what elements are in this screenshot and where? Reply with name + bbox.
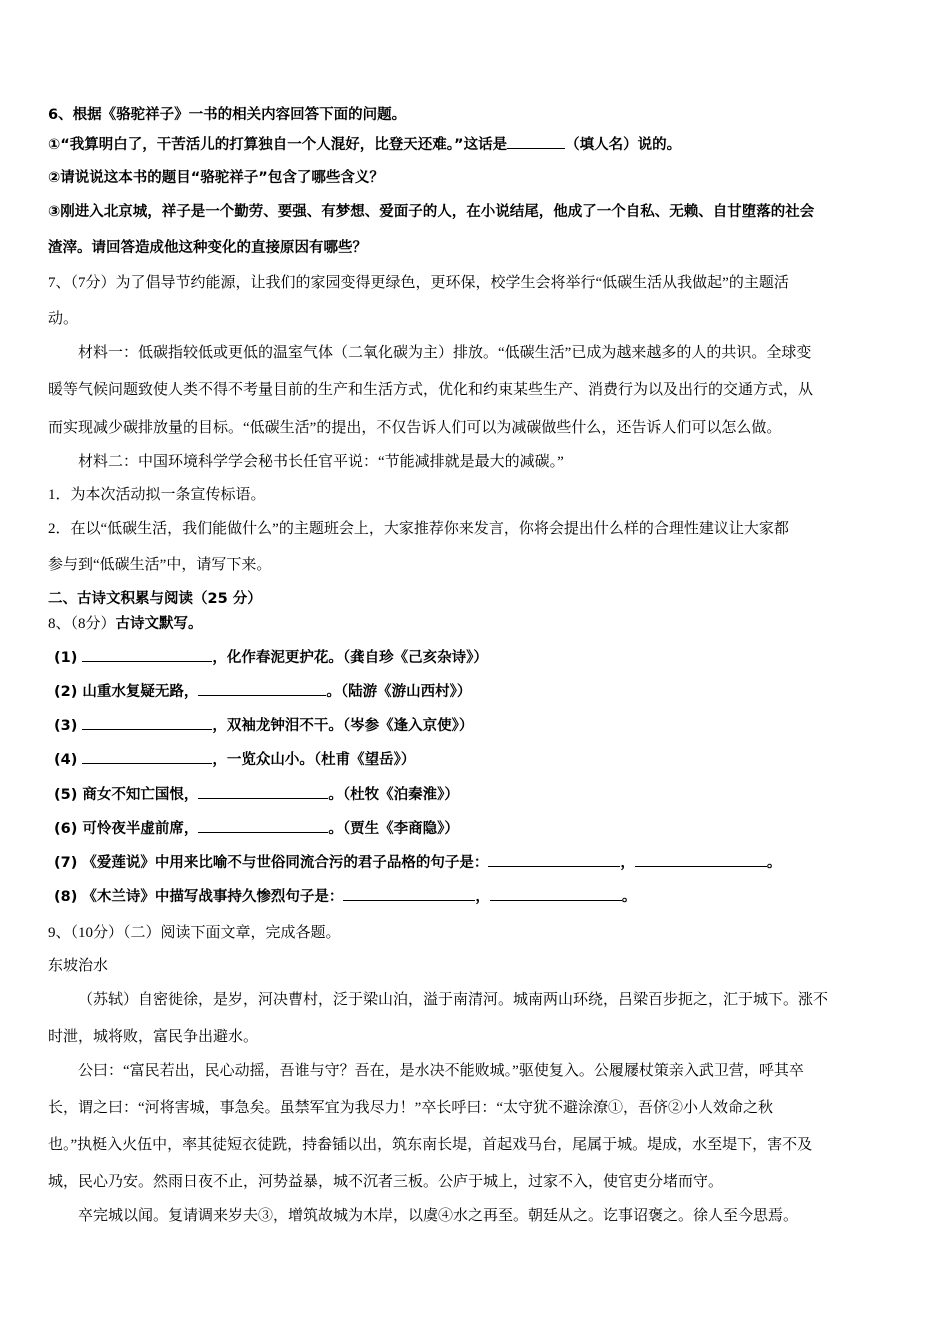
- item-middle: ，: [620, 855, 635, 871]
- answer-blank[interactable]: [488, 852, 620, 867]
- q7-material1-line3: 而实现减少碳排放量的目标。“低碳生活”的提出，不仅告诉人们可以为减碳做些什么，还告诉人们可以怎么做。: [48, 420, 782, 436]
- section2-title: 二、古诗文积累与阅读（25 分）: [48, 591, 262, 607]
- item-after: ，一览众山小。（杜甫《望岳》）: [212, 752, 416, 768]
- q8-item-7: [54, 852, 781, 874]
- answer-blank[interactable]: [635, 852, 767, 867]
- item-after: 。: [621, 889, 637, 905]
- item-before: 山重水复疑无路，: [82, 684, 199, 700]
- q9-p2-line4: 城，民心乃安。然雨日夜不止，河势益暴，城不沉者三板。公庐于城上，过家不入，使官吏分堵而守。: [48, 1174, 724, 1190]
- item-number: (6): [54, 821, 78, 837]
- q7-intro-line1: 7、（7分）为了倡导节约能源，让我们的家园变得更绿色，更环保，校学生会将举行“低碳生活从我做起”的主题活: [48, 275, 789, 291]
- item-before: 可怜夜半虚前席，: [82, 821, 199, 837]
- q9-p2-line3: 也。”执梃入火伍中，率其徒短衣徒跣，持畚锸以出，筑东南长堤，首起戏马台，尾属于城。堤成，水至堤下，害不及: [48, 1137, 813, 1153]
- q6-item1-before: ①“我算明白了，干苦活儿的打算独自一个人混好，比登天还难。”这话是: [48, 137, 508, 153]
- item-before: 商女不知亡国恨，: [82, 787, 199, 803]
- item-number: (4): [54, 752, 78, 768]
- q7-material2: 材料二：中国环境科学学会秘书长任官平说：“节能减排就是最大的减碳。”: [78, 454, 564, 470]
- q6-item1: [48, 134, 681, 156]
- item-number: (5): [54, 787, 78, 803]
- q9-p1-line2: 时泄，城将败，富民争出避水。: [48, 1029, 259, 1045]
- q8-item-4: [54, 749, 415, 771]
- q9-p1-line1: （苏轼）自密徙徐，是岁，河决曹村，泛于梁山泊，溢于南清河。城南两山环绕，吕梁百步扼之，汇于城下。涨不: [78, 992, 829, 1008]
- item-number: (8): [54, 889, 78, 905]
- q9-p2-line1: 公曰：“富民若出，民心动摇，吾谁与守？吾在，是水决不能败城。”驱使复入。公履屦杖策亲入武卫营，呼其卒: [78, 1063, 804, 1079]
- q8-heading-num: 8、（8分）: [48, 616, 116, 632]
- q7-material1-line1: 材料一：低碳指较低或更低的温室气体（二氧化碳为主）排放。“低碳生活”已成为越来越多的人的共识。全球变: [78, 345, 812, 361]
- q8-item-2: [54, 681, 471, 703]
- item-after: 。: [766, 855, 782, 871]
- item-after: 。（陆游《游山西村》）: [326, 684, 472, 700]
- answer-blank[interactable]: [198, 681, 326, 696]
- item-after: 。（贾生《李商隐》）: [328, 821, 459, 837]
- item-number: (2): [54, 684, 78, 700]
- answer-blank[interactable]: [82, 749, 212, 764]
- q9-p2-line2: 长，谓之曰：“河将害城，事急矣。虽禁军宜为我尽力！”卒长呼曰：“太守犹不避涂潦①，吾侪②小人效命之秋: [48, 1100, 773, 1116]
- q8-item-3: [54, 715, 473, 737]
- q8-item-6: [54, 818, 459, 840]
- q6-item1-after: （填人名）说的。: [565, 137, 682, 153]
- answer-blank[interactable]: [198, 784, 328, 799]
- item-number: (3): [54, 718, 78, 734]
- q9-title: 东坡治水: [48, 958, 109, 974]
- answer-blank[interactable]: [490, 886, 622, 901]
- q9-p3-line1: 卒完城以闻。复请调来岁夫③，增筑故城为木岸，以虞④水之再至。朝廷从之。讫事诏褒之。徐人至今思焉。: [78, 1208, 799, 1224]
- item-after: 。（杜牧《泊秦淮》）: [328, 787, 459, 803]
- q6-item2: ②请说说这本书的题目“骆驼祥子”包含了哪些含义？: [48, 170, 384, 186]
- q6-item3-line1: ③刚进入北京城，祥子是一个勤劳、要强、有梦想、爱面子的人，在小说结尾，他成了一个自私、无赖、自甘堕落的社会: [48, 204, 815, 220]
- q8-heading: [48, 613, 203, 635]
- q6-item3-line2: 渣滓。请回答造成他这种变化的直接原因有哪些？: [48, 240, 367, 256]
- answer-blank[interactable]: [198, 818, 328, 833]
- answer-blank[interactable]: [507, 134, 565, 149]
- q7-intro-line2: 动。: [48, 311, 79, 327]
- q7-material1-line2: 暖等气候问题致使人类不得不考量目前的生产和生活方式，优化和约束某些生产、消费行为以及出行的交通方式，从: [48, 382, 814, 398]
- item-after: ，双袖龙钟泪不干。（岑参《逢入京使》）: [212, 718, 474, 734]
- q9-heading: 9、（10分）（二）阅读下面文章，完成各题。: [48, 925, 341, 941]
- answer-blank[interactable]: [82, 647, 212, 662]
- answer-blank[interactable]: [82, 715, 212, 730]
- q7-task2-line2: 参与到“低碳生活”中，请写下来。: [48, 557, 272, 573]
- item-before: 《木兰诗》中描写战事持久惨烈句子是：: [82, 889, 344, 905]
- q8-item-1: [54, 647, 488, 669]
- item-number: (7): [54, 855, 78, 871]
- answer-blank[interactable]: [343, 886, 475, 901]
- q8-item-5: [54, 784, 459, 806]
- q8-heading-text: 古诗文默写。: [115, 616, 203, 632]
- item-middle: ，: [475, 889, 490, 905]
- item-number: (1): [54, 650, 78, 666]
- q7-task2-line1: 2．在以“低碳生活，我们能做什么”的主题班会上，大家推荐你来发言，你将会提出什么样的合理性建议让大家都: [48, 521, 789, 537]
- q6-heading: 6、根据《骆驼祥子》一书的相关内容回答下面的问题。: [48, 107, 407, 123]
- q7-task1: 1．为本次活动拟一条宣传标语。: [48, 487, 266, 503]
- item-after: ，化作春泥更护花。（龚自珍《己亥杂诗》）: [212, 650, 488, 666]
- q8-item-8: [54, 886, 636, 908]
- item-before: 《爱莲说》中用来比喻不与世俗同流合污的君子品格的句子是：: [82, 855, 489, 871]
